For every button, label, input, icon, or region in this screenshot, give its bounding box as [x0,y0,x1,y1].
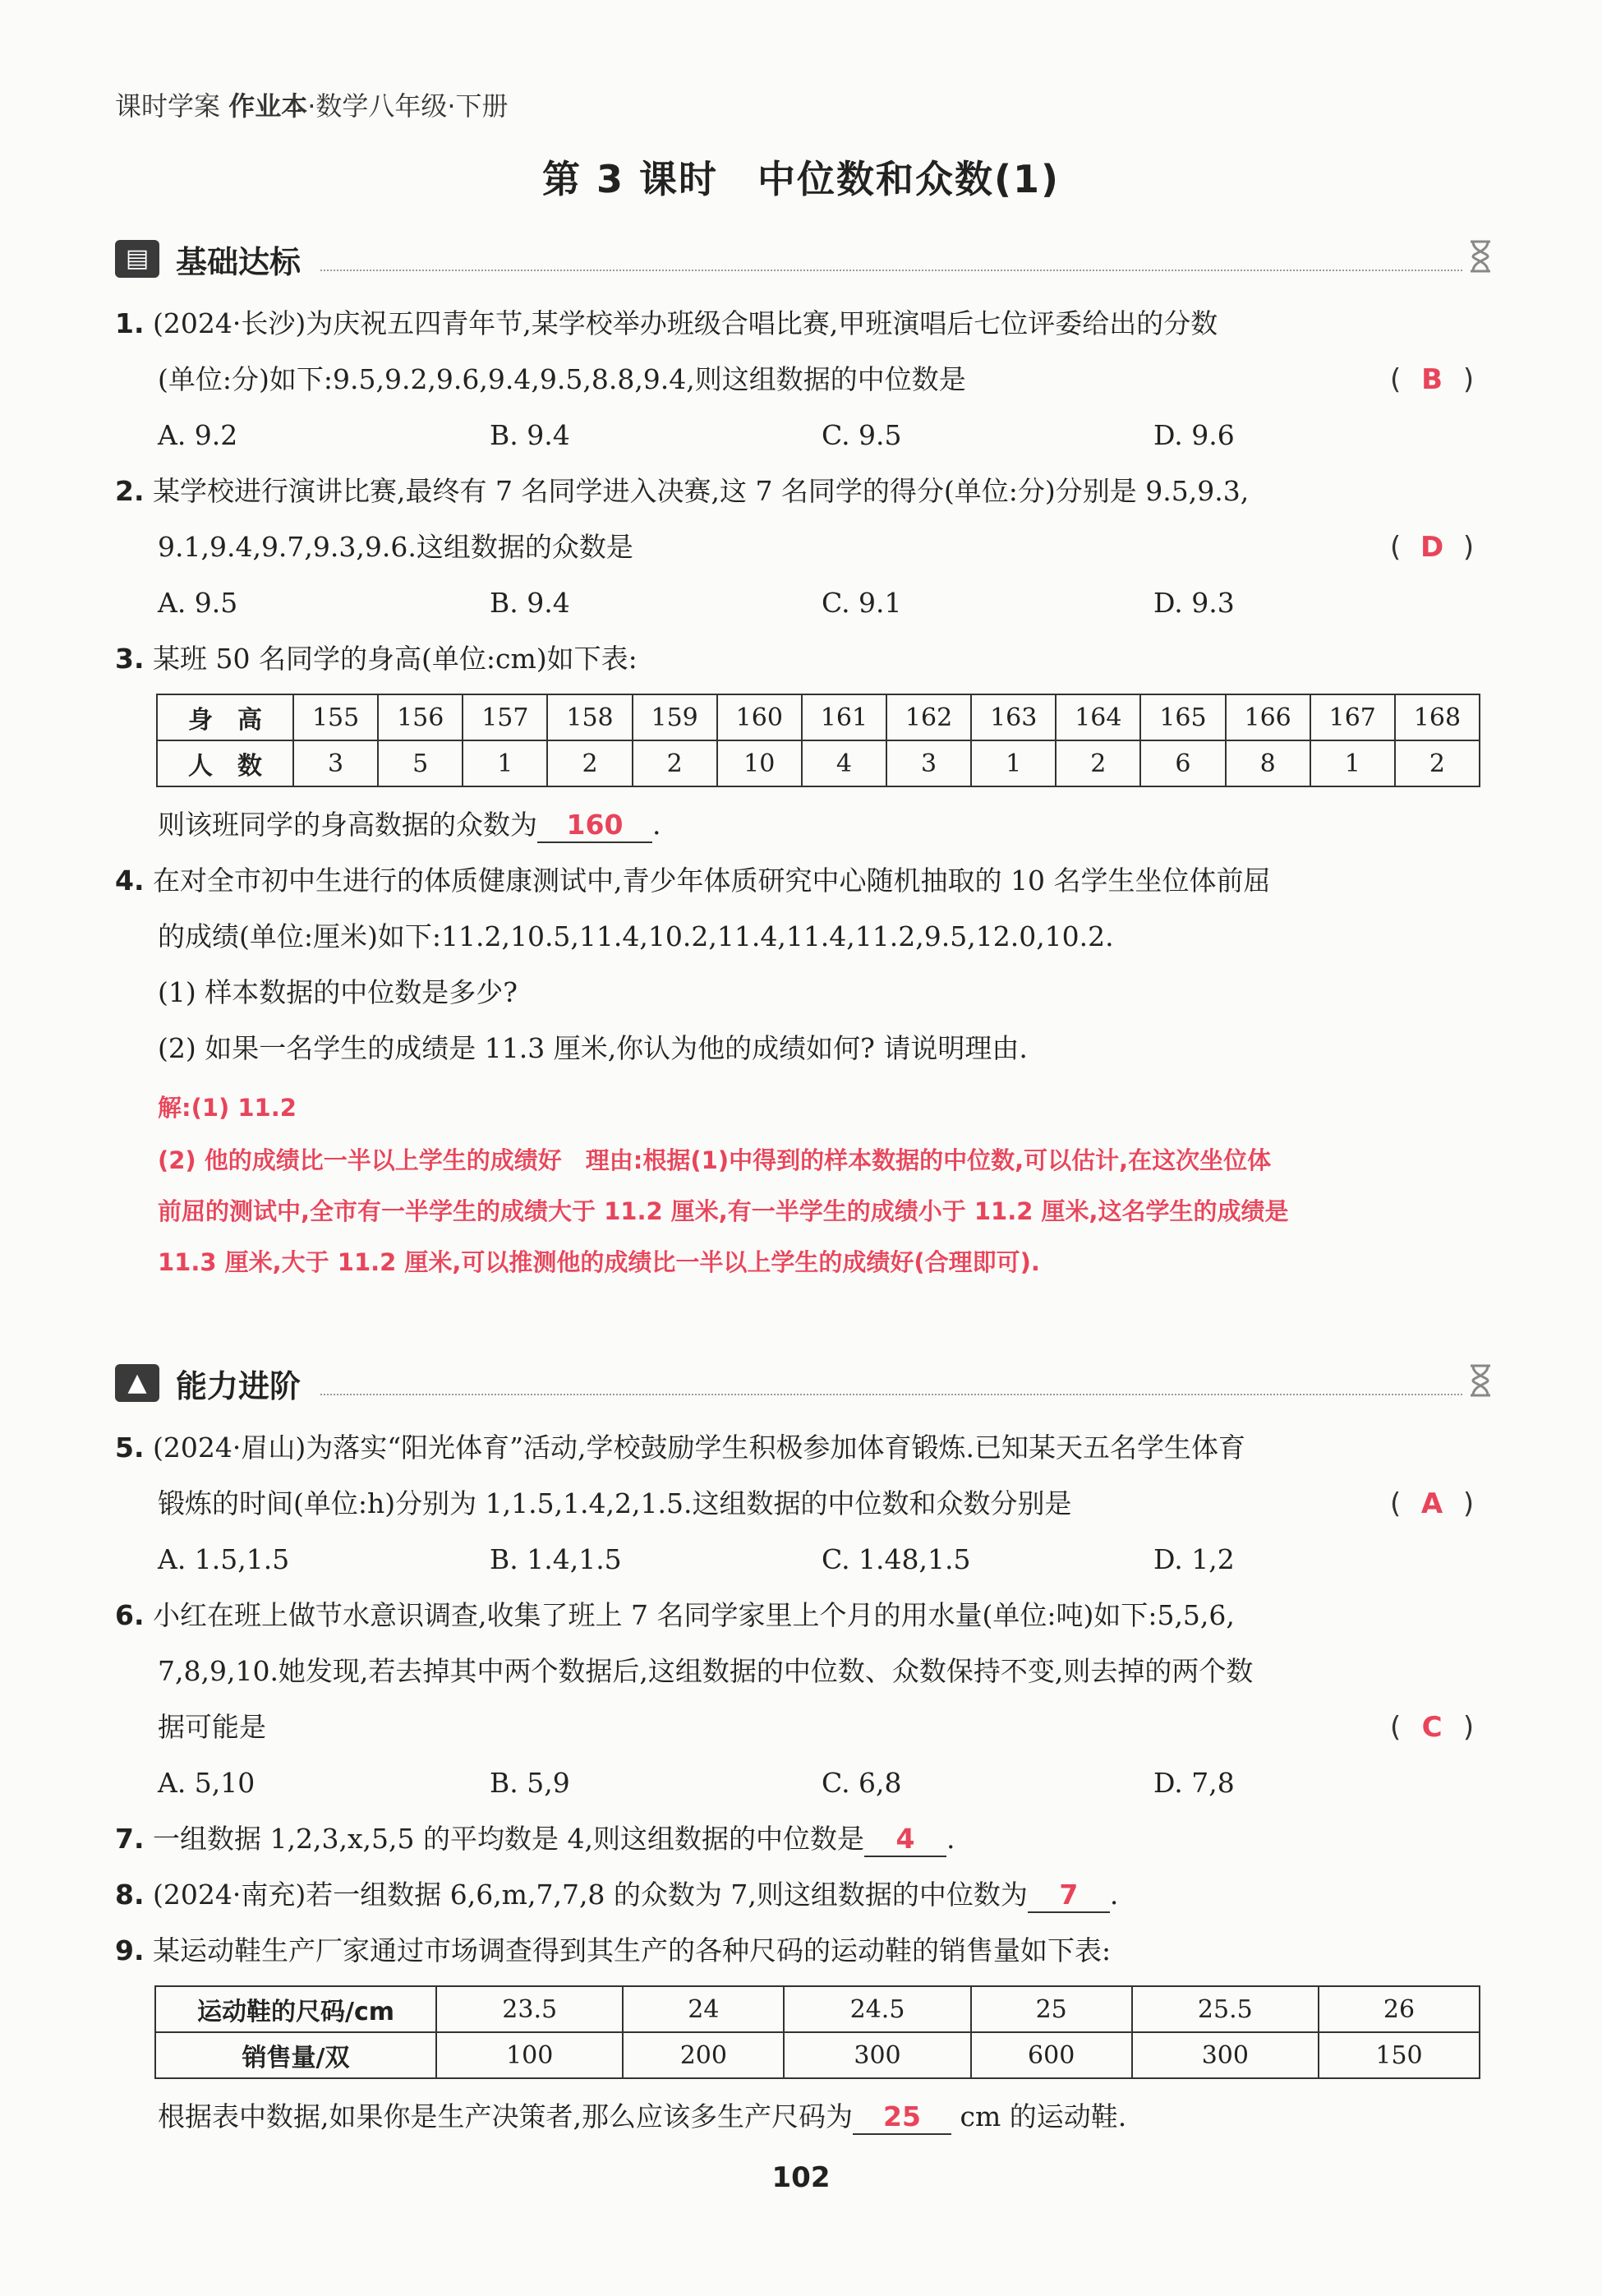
table-cell: 165 [1140,694,1225,740]
table-cell: 155 [293,694,378,740]
option: D. 9.3 [1153,587,1235,619]
option: D. 1,2 [1153,1543,1235,1575]
divider [320,1394,1462,1395]
table-cell: 162 [886,694,971,740]
question-number: 1. [115,307,145,339]
fill-text: cm 的运动鞋. [960,2100,1127,2132]
question-6 [115,1599,1235,1632]
option: B. 1.4,1.5 [490,1543,622,1575]
table-cell: 1 [1310,740,1395,786]
table-cell: 167 [1310,694,1395,740]
table-cell: 157 [463,694,547,740]
table-cell: 4 [802,740,886,786]
fill-answer: 25 [853,2100,951,2135]
table-cell: 1 [463,740,547,786]
table-header: 运动鞋的尺码/cm [155,1986,436,2032]
hourglass-icon [1466,1362,1495,1399]
question-number: 8. [115,1879,145,1911]
table-cell: 158 [547,694,632,740]
question-number: 5. [115,1432,145,1464]
table-cell: 2 [1395,740,1480,786]
table-cell: 8 [1226,740,1310,786]
option: A. 5,10 [158,1767,255,1799]
fill-answer: 160 [537,809,652,843]
question-6-line2: 7,8,9,10.她发现,若去掉其中两个数据后,这组数据的中位数、众数保持不变,则去掉的两个数 [158,1655,1254,1687]
table-cell: 6 [1140,740,1225,786]
table-cell: 3 [293,740,378,786]
option: A. 9.2 [158,419,238,451]
option: A. 1.5,1.5 [158,1543,290,1575]
table-row [157,740,1480,786]
table-cell: 161 [802,694,886,740]
table-header: 身 高 [157,694,293,740]
solution-line: 解:(1) 11.2 [158,1094,297,1122]
fill-text: 根据表中数据,如果你是生产决策者,那么应该多生产尺码为 [158,2100,853,2132]
question-4-line2: 的成绩(单位:厘米)如下:11.2,10.5,11.4,10.2,11.4,11.4,11.2,9.5,12.0,10.2. [158,920,1114,952]
fill-answer: 7 [1028,1879,1110,1913]
table-cell: 10 [717,740,802,786]
table-cell: 100 [436,2032,623,2078]
option: C. 9.5 [822,419,902,451]
answer-value: D [1420,531,1444,564]
table-cell: 1 [971,740,1056,786]
series-name: 课时学案 [115,90,221,122]
table-cell: 300 [1132,2032,1319,2078]
table-cell: 200 [623,2032,784,2078]
table-cell: 156 [378,694,463,740]
question-number: 2. [115,475,145,507]
table-cell: 24.5 [784,1986,970,2032]
answer-bracket: ( D ) [1390,531,1475,564]
answer-value: A [1420,1487,1443,1520]
table-cell: 163 [971,694,1056,740]
question-4-sub1: (1) 样本数据的中位数是多少? [158,976,518,1008]
question-number: 9. [115,1934,145,1966]
question-3-fill [158,809,661,843]
question-9-fill [158,2100,1126,2135]
table-row [157,694,1480,740]
table-cell: 160 [717,694,802,740]
table-cell: 300 [784,2032,970,2078]
question-number: 4. [115,864,145,897]
option: C. 6,8 [822,1767,902,1799]
table-row [155,1986,1480,2032]
section-advanced [115,1358,1495,1408]
table-cell: 168 [1395,694,1480,740]
subject-name: ·数学八年级·下册 [307,90,509,122]
question-4 [115,864,1270,897]
table-cell: 25 [971,1986,1132,2032]
question-text: (2024·眉山)为落实“阳光体育”活动,学校鼓励学生积极参加体育锻炼.已知某天五名学生体育 [153,1432,1245,1464]
table-cell: 23.5 [436,1986,623,2032]
page-title: 第 3 课时 中位数和众数(1) [541,157,1061,201]
question-number: 3. [115,643,145,675]
question-1 [115,307,1218,340]
table-cell: 159 [633,694,717,740]
answer-value: B [1421,363,1443,396]
fill-text: . [946,1823,955,1855]
option: B. 9.4 [490,419,570,451]
question-5-line2: 锻炼的时间(单位:h)分别为 1,1.5,1.4,2,1.5.这组数据的中位数和众数分别是 [158,1487,1072,1519]
table-cell: 2 [547,740,632,786]
question-5 [115,1432,1245,1464]
table-cell: 3 [886,740,971,786]
option: D. 9.6 [1153,419,1235,451]
table-cell: 24 [623,1986,784,2032]
table-cell: 2 [1056,740,1140,786]
question-text: 一组数据 1,2,3,x,5,5 的平均数是 4,则这组数据的中位数是 [153,1823,864,1855]
table-cell: 26 [1319,1986,1480,2032]
question-text: 某运动鞋生产厂家通过市场调查得到其生产的各种尺码的运动鞋的销售量如下表: [153,1934,1112,1966]
book-icon: ▤ [115,240,159,278]
hourglass-icon [1466,238,1495,274]
question-text: 某学校进行演讲比赛,最终有 7 名同学进入决赛,这 7 名同学的得分(单位:分)分别是 9.5,9.3, [153,475,1250,507]
question-number: 7. [115,1823,145,1855]
question-text: 小红在班上做节水意识调查,收集了班上 7 名同学家里上个月的用水量(单位:吨)如下:5,5,6, [153,1599,1235,1631]
question-9 [115,1934,1111,1967]
answer-bracket: ( B ) [1390,363,1475,396]
rocket-icon: ▲ [115,1364,159,1402]
shoe-sales-table [154,1985,1480,2079]
answer-bracket: ( A ) [1390,1487,1475,1520]
question-text: 在对全市初中生进行的体质健康测试中,青少年体质研究中心随机抽取的 10 名学生坐位体前屈 [153,864,1271,897]
table-header: 人 数 [157,740,293,786]
table-cell: 25.5 [1132,1986,1319,2032]
height-table [156,694,1480,787]
table-cell: 2 [633,740,717,786]
section-basic [115,233,1495,284]
fill-answer: 4 [864,1823,946,1857]
section-label: 能力进阶 [176,1368,302,1404]
question-3 [115,643,638,675]
option: C. 1.48,1.5 [822,1543,971,1575]
question-4-sub2: (2) 如果一名学生的成绩是 11.3 厘米,你认为他的成绩如何? 请说明理由. [158,1032,1028,1064]
answer-value: C [1421,1711,1443,1744]
option: B. 5,9 [490,1767,570,1799]
question-text: 某班 50 名同学的身高(单位:cm)如下表: [153,643,638,675]
question-text: (2024·南充)若一组数据 6,6,m,7,7,8 的众数为 7,则这组数据的中位数为 [153,1879,1028,1911]
question-text: (2024·长沙)为庆祝五四青年节,某学校举办班级合唱比赛,甲班演唱后七位评委给出的分数 [153,307,1218,339]
fill-text: 则该班同学的身高数据的众数为 [158,809,537,841]
answer-bracket: ( C ) [1390,1711,1475,1744]
question-7 [115,1823,955,1857]
table-header: 销售量/双 [155,2032,436,2078]
question-1-line2: (单位:分)如下:9.5,9.2,9.6,9.4,9.5,8.8,9.4,则这组数据的中位数是 [158,363,966,395]
option: A. 9.5 [158,587,238,619]
section-label: 基础达标 [176,244,302,280]
table-cell: 164 [1056,694,1140,740]
table-cell: 600 [971,2032,1132,2078]
table-row [155,2032,1480,2078]
option: B. 9.4 [490,587,570,619]
divider [320,270,1462,271]
table-cell: 150 [1319,2032,1480,2078]
question-8 [115,1879,1118,1913]
running-header [115,85,509,123]
fill-text: . [1109,1879,1119,1911]
option: D. 7,8 [1153,1767,1235,1799]
question-6-line3: 据可能是 [158,1711,266,1743]
table-cell: 5 [378,740,463,786]
page-number: 102 [771,2161,831,2194]
solution-line: 11.3 厘米,大于 11.2 厘米,可以推测他的成绩比一半以上学生的成绩好(合理即可). [158,1248,1040,1276]
question-number: 6. [115,1599,145,1631]
question-2-line2: 9.1,9.4,9.7,9.3,9.6.这组数据的众数是 [158,531,633,563]
option: C. 9.1 [822,587,902,619]
fill-text: . [652,809,661,841]
question-2 [115,475,1249,508]
solution-line: (2) 他的成绩比一半以上学生的成绩好 理由:根据(1)中得到的样本数据的中位数,可以估计,在这次坐位体 [158,1146,1272,1174]
solution-line: 前屈的测试中,全市有一半学生的成绩大于 11.2 厘米,有一半学生的成绩小于 11.2 厘米,这名学生的成绩是 [158,1197,1289,1225]
table-cell: 166 [1226,694,1310,740]
book-name: 作业本 [228,90,308,122]
